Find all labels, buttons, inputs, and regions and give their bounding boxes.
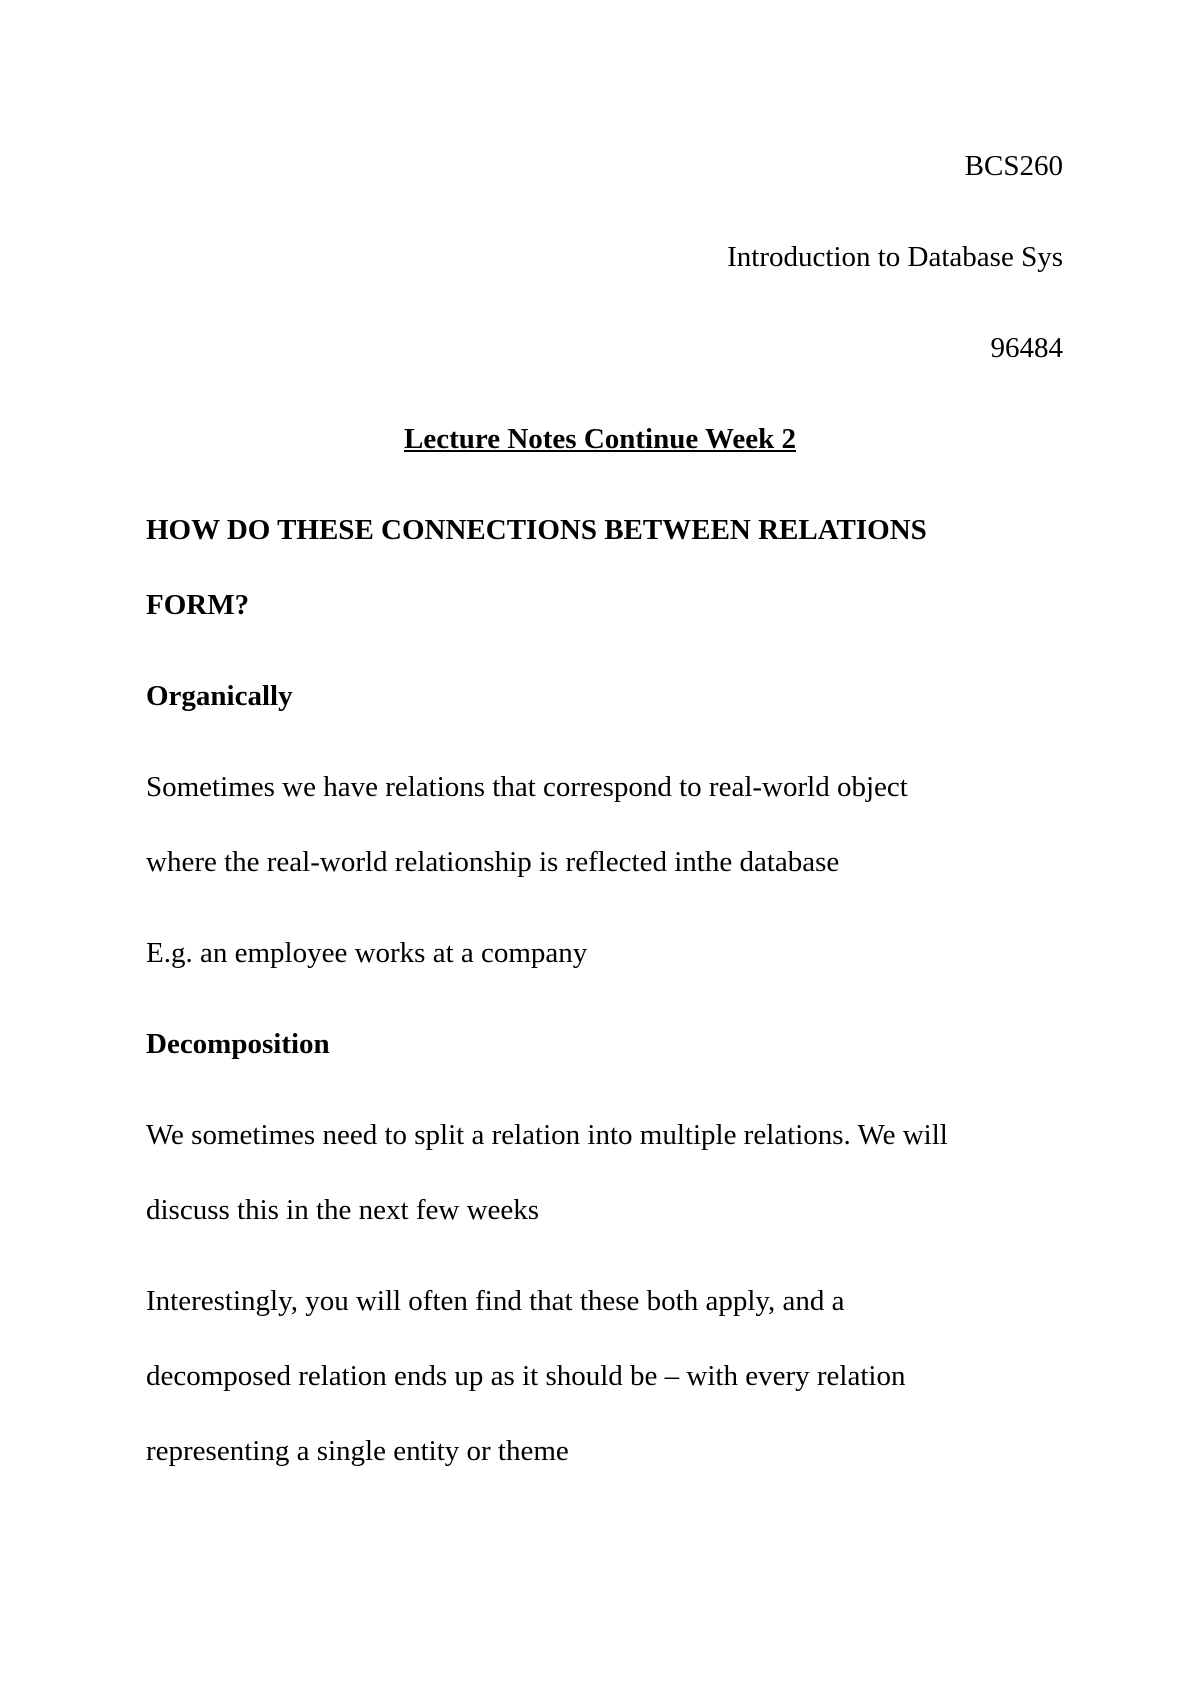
paragraph-line: discuss this in the next few weeks (146, 1194, 540, 1226)
paragraph-line: where the real-world relationship is reflected inthe database (146, 846, 840, 878)
closing-line-3: representing a single entity or theme (146, 1435, 569, 1467)
closing-line-2: decomposed relation ends up as it should be – with every relation (146, 1360, 906, 1392)
course-code: BCS260 (964, 150, 1063, 182)
section-heading-organically: Organically (146, 680, 293, 712)
paragraph-line: Sometimes we have relations that correspond to real-world object (146, 771, 908, 803)
closing-line-1: Interestingly, you will often find that these both apply, and a (146, 1285, 845, 1317)
paragraph-line: We sometimes need to split a relation into multiple relations. We will (146, 1119, 948, 1151)
paragraph-line: E.g. an employee works at a company (146, 937, 588, 969)
section-heading-decomposition: Decomposition (146, 1028, 330, 1060)
question-line-1: HOW DO THESE CONNECTIONS BETWEEN RELATIONS (146, 514, 927, 546)
question-line-2: FORM? (146, 589, 250, 621)
document-title: Lecture Notes Continue Week 2 (403, 423, 796, 455)
course-name: Introduction to Database Sys (727, 241, 1063, 273)
student-id: 96484 (990, 332, 1063, 364)
